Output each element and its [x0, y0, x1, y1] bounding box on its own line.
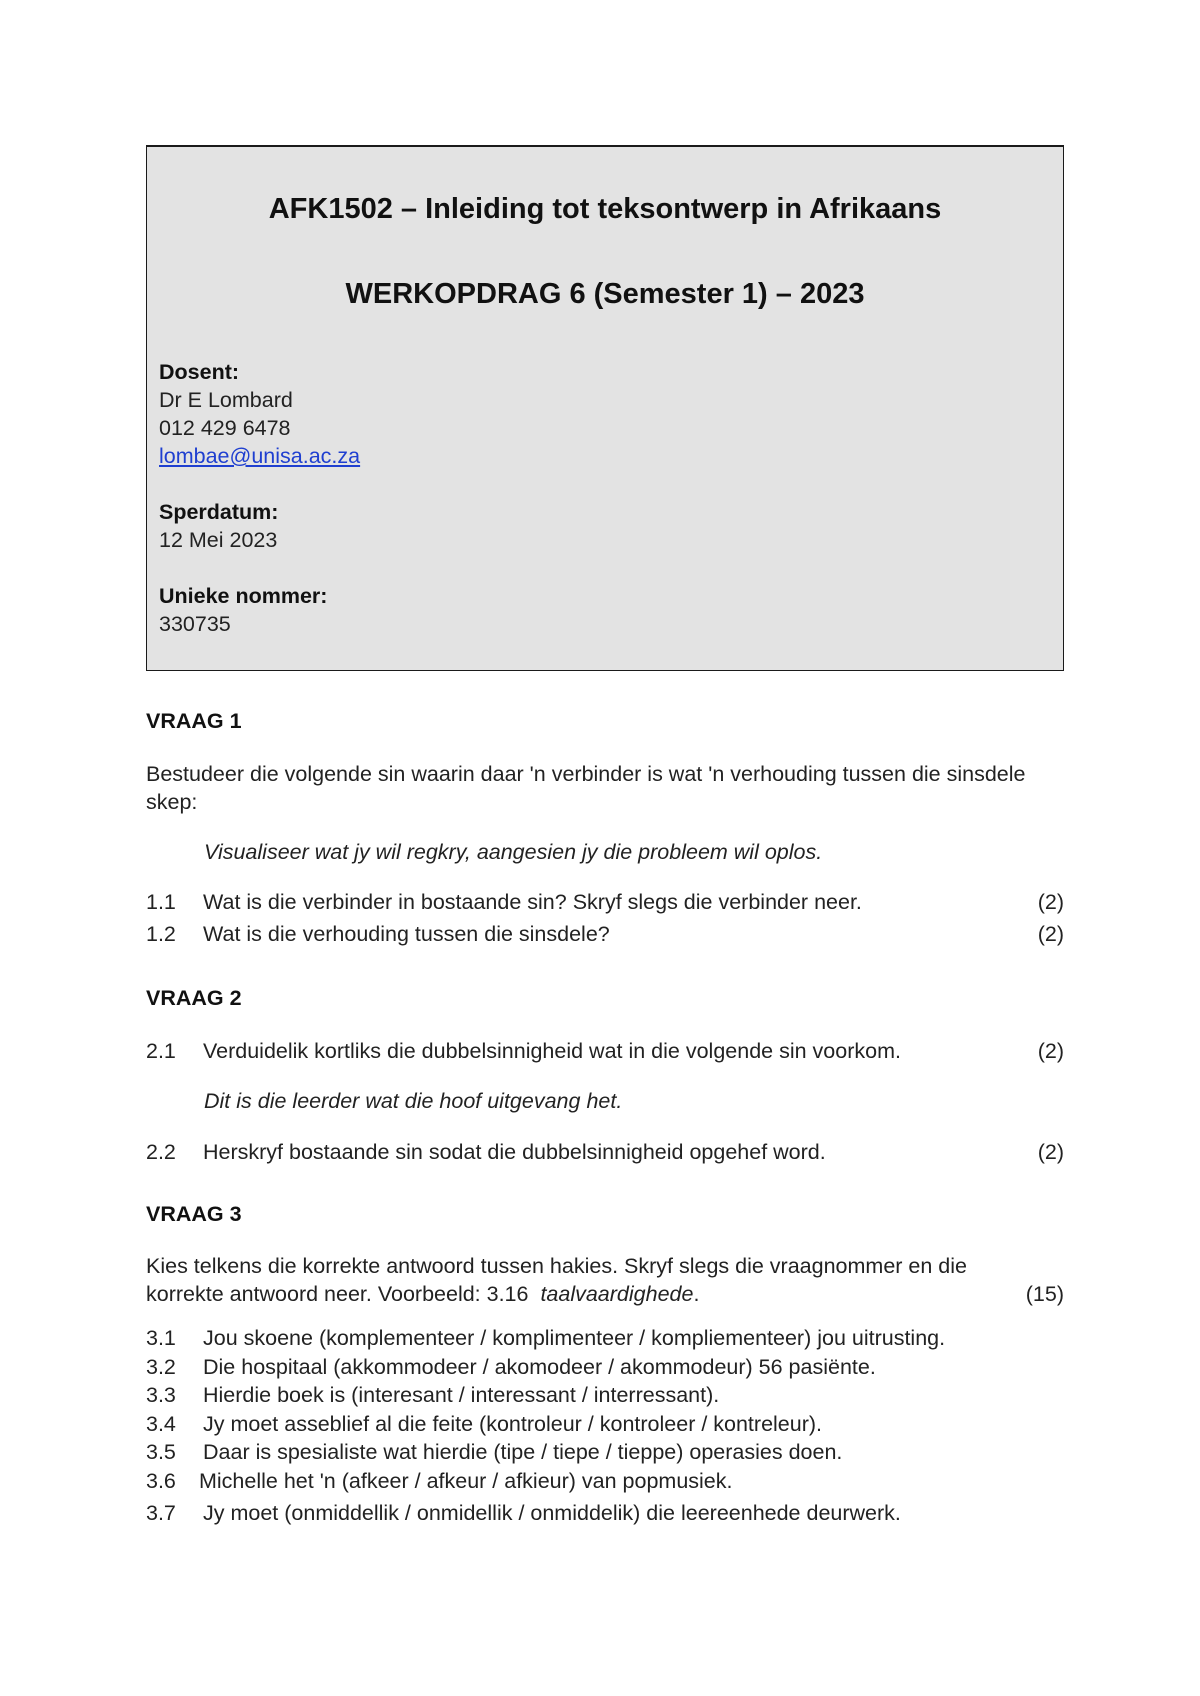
question-1-example-sentence: Visualiseer wat jy wil regkry, aangesien jy die probleem wil oplos. — [204, 840, 823, 864]
assignment-header-box — [146, 145, 1064, 671]
question-item — [146, 1035, 1064, 1067]
question-item — [146, 1438, 1064, 1467]
question-3-intro — [146, 1252, 1064, 1308]
question-3-intro-line-2 — [146, 1280, 1064, 1308]
question-text: Wat is die verhouding tussen die sinsdele? — [203, 922, 610, 946]
intro-period: . — [693, 1282, 700, 1306]
question-text: Verduidelik kortliks die dubbelsinnigheid wat in die volgende sin voorkom. — [203, 1039, 901, 1063]
question-text: Jy moet asseblief al die feite (kontroleur / kontroleer / kontreleur). — [203, 1411, 823, 1436]
question-text: Herskryf bostaande sin sodat die dubbelsinnigheid opgehef word. — [203, 1140, 826, 1164]
question-2-heading: VRAAG 2 — [146, 986, 242, 1010]
question-number: 1.2 — [146, 922, 176, 946]
due-date-block — [159, 498, 1051, 554]
question-item — [146, 1353, 1064, 1382]
question-number: 3.1 — [146, 1326, 176, 1350]
question-text: Michelle het 'n (afkeer / afkeur / afkieur) van popmusiek. — [199, 1468, 733, 1493]
question-1-intro: Bestudeer die volgende sin waarin daar 'n verbinder is wat 'n verhouding tussen die sinsdele skep: — [146, 762, 1026, 814]
lecturer-email-link[interactable]: lombae@unisa.ac.za — [159, 444, 361, 468]
question-number: 1.1 — [146, 890, 176, 914]
lecturer-name: Dr E Lombard — [159, 388, 293, 412]
question-number: 3.4 — [146, 1411, 176, 1436]
question-item — [146, 886, 1064, 918]
question-1-items — [146, 886, 1064, 950]
question-number: 3.6 — [146, 1468, 176, 1493]
question-number: 3.7 — [146, 1500, 176, 1525]
question-number: 3.2 — [146, 1354, 176, 1379]
question-number: 3.5 — [146, 1440, 176, 1465]
question-item — [146, 1381, 1064, 1410]
question-number: 2.2 — [146, 1140, 176, 1164]
lecturer-label: Dosent: — [159, 360, 240, 384]
question-3-items — [146, 1324, 1064, 1527]
question-text: Hierdie boek is (interesant / interessant / interressant). — [203, 1383, 720, 1408]
assignment-title: WERKOPDRAG 6 (Semester 1) – 2023 — [345, 278, 865, 310]
lecturer-phone: 012 429 6478 — [159, 416, 291, 440]
question-text: Jou skoene (komplementeer / komplimenteer / kompliementeer) jou uitrusting. — [203, 1326, 946, 1350]
question-mark: (2) — [1037, 1140, 1064, 1164]
question-item — [146, 1499, 1064, 1528]
question-3-intro-line-1: Kies telkens die korrekte antwoord tussen hakies. Skryf slegs die vraagnommer en die — [146, 1254, 967, 1278]
question-3-mark: (15) — [1025, 1282, 1064, 1306]
unique-number-value: 330735 — [159, 612, 231, 636]
question-3-heading: VRAAG 3 — [146, 1202, 242, 1226]
course-title: AFK1502 – Inleiding tot teksontwerp in Afrikaans — [268, 193, 942, 225]
question-mark: (2) — [1037, 922, 1064, 946]
question-item — [146, 1324, 1064, 1353]
unique-number-label: Unieke nommer: — [159, 584, 328, 608]
question-mark: (2) — [1037, 1039, 1064, 1063]
question-item — [146, 1136, 1064, 1168]
due-date-label: Sperdatum: — [159, 500, 279, 524]
unique-number-block — [159, 582, 1051, 638]
question-text: Jy moet (onmiddellik / onmidellik / onmiddelik) die leereenhede deurwerk. — [203, 1500, 901, 1525]
lecturer-block — [159, 358, 1051, 470]
due-date-value: 12 Mei 2023 — [159, 528, 278, 552]
intro-text: korrekte antwoord neer. Voorbeeld: 3.16 — [146, 1282, 529, 1306]
question-item — [146, 1467, 1064, 1496]
question-number: 3.3 — [146, 1383, 176, 1408]
question-2-example-sentence: Dit is die leerder wat die hoof uitgevang het. — [204, 1089, 623, 1113]
intro-example-word: taalvaardighede — [540, 1282, 694, 1306]
question-item — [146, 918, 1064, 950]
question-text: Daar is spesialiste wat hierdie (tipe / tiepe / tieppe) operasies doen. — [203, 1440, 843, 1465]
document-page — [146, 145, 1064, 1527]
question-number: 2.1 — [146, 1039, 176, 1063]
question-1-heading: VRAAG 1 — [146, 709, 242, 733]
question-text: Die hospitaal (akkommodeer / akomodeer / akommodeur) 56 pasiënte. — [203, 1354, 876, 1379]
question-mark: (2) — [1037, 890, 1064, 914]
question-item — [146, 1410, 1064, 1439]
question-text: Wat is die verbinder in bostaande sin? Skryf slegs die verbinder neer. — [203, 890, 862, 914]
